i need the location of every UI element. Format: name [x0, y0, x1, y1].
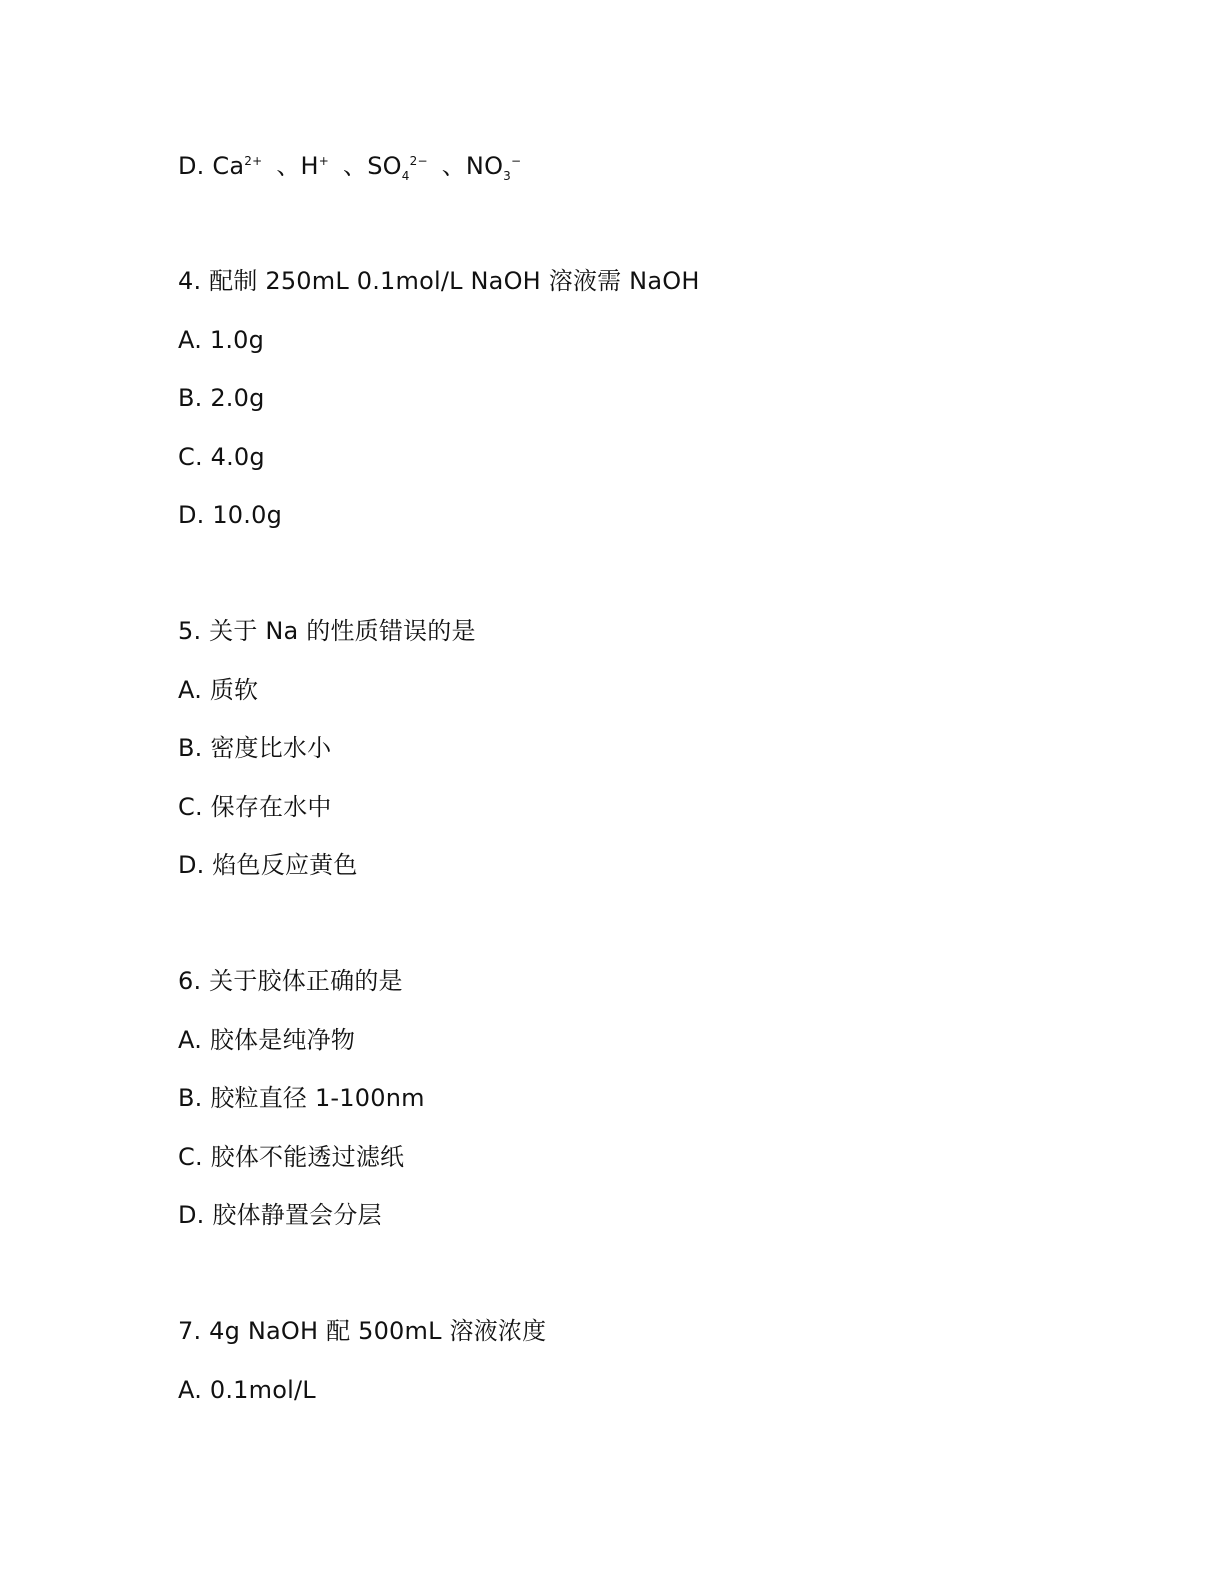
q4-option-a: A. 1.0g: [178, 326, 265, 354]
ion-h: H+: [300, 152, 330, 180]
q5-option-c: C. 保存在水中: [178, 793, 332, 821]
q6-option-c: C. 胶体不能透过滤纸: [178, 1143, 405, 1171]
ion-separator: 、: [276, 152, 301, 180]
ion-no3: $NO_3^-$: [465, 152, 522, 183]
q5-stem: 5. 关于 Na 的性质错误的是: [178, 617, 476, 645]
ion-so4: $SO_4^{2-}$: [367, 152, 428, 183]
q4-option-c: C. 4.0g: [178, 443, 265, 471]
q5-option-b: B. 密度比水小: [178, 734, 332, 762]
q3-option-d-prefix: D.: [178, 152, 205, 180]
q4-option-b: B. 2.0g: [178, 384, 265, 412]
q4-stem: 4. 配制 250mL 0.1mol/L NaOH 溶液需 NaOH: [178, 267, 700, 295]
q5-option-a: A. 质软: [178, 676, 259, 704]
q6-option-b: B. 胶粒直径 1-100nm: [178, 1084, 425, 1112]
q7-stem: 7. 4g NaOH 配 500mL 溶液浓度: [178, 1317, 547, 1345]
q6-option-d: D. 胶体静置会分层: [178, 1201, 382, 1229]
q7-option-a: A. 0.1mol/L: [178, 1376, 316, 1404]
ion-separator: 、: [441, 152, 466, 180]
q6-stem: 6. 关于胶体正确的是: [178, 967, 403, 995]
q4-option-d: D. 10.0g: [178, 501, 283, 529]
q5-option-d: D. 焰色反应黄色: [178, 851, 358, 879]
ion-separator: 、: [343, 152, 368, 180]
q3-option-d: [178, 150, 521, 182]
ion-ca: $Ca^{2+}$: [212, 152, 263, 180]
q6-option-a: A. 胶体是纯净物: [178, 1026, 356, 1054]
